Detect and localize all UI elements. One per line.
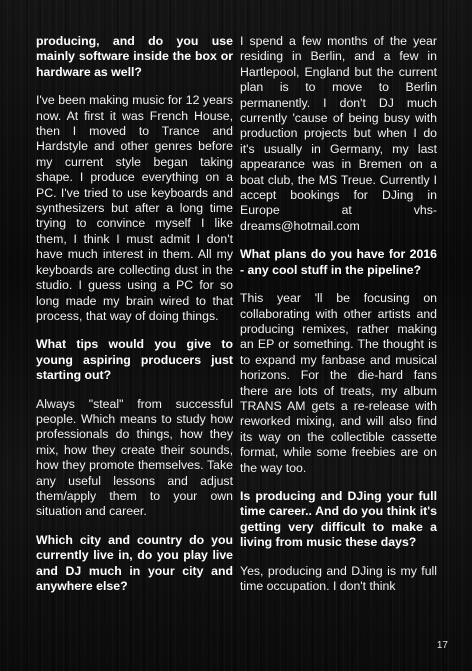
question-career: Is producing and DJing your full time career.. And do you think it's getting very difficult to make a living from music these days? <box>240 488 437 550</box>
right-column <box>240 34 437 607</box>
answer-career: Yes, producing and DJing is my full time occupation. I don't think <box>240 563 437 593</box>
left-column <box>36 34 233 607</box>
question-tips: What tips would you give to young aspiring producers just starting out? <box>36 337 233 383</box>
question-plans-2016: What plans do you have for 2016 - any cool stuff in the pipeline? <box>240 247 437 277</box>
answer-production-setup: I've been making music for 12 years now. At first it was French House, then I moved to Trance and Hardstyle and other genres before my current style began taking shape. I produce everything on a PC. I've tried to use keyboards and synthesizers but after a long time trying to convince myself I like them, I think I must admit I don't have much interest in them. All my keyboards are collecting dust in the studio. I guess using a PC for so long made my brain wired to that process, that way of doing things. <box>36 93 233 323</box>
answer-location: I spend a few months of the year residing in Berlin, and a few in Hartlepool, England but the current plan is to move to Berlin permanently. I don't DJ much currently 'cause of being busy with production projects but when I do it's usually in Germany, my last appearance was in Bremen on a boat club, the MS Treue. Currently I accept bookings for DJing in Europe at vhs-dreams@hotmail.com <box>240 34 437 233</box>
page-number: 17 <box>436 640 448 651</box>
question-location: Which city and country do you currently live in, do you play live and DJ much in your city and anywhere else? <box>36 532 233 593</box>
answer-plans-2016: This year 'll be focusing on collaborating with other artists and producing remixes, rather making an EP or something. The thought is to expand my fanbase and musical horizons. For the die-hard fans there are lots of treats, my album TRANS AM gets a re-release with reworked mixing, and will also find its way on the collectible cassette format, while some freebies are on the way too. <box>240 291 437 475</box>
answer-tips: Always "steal" from successful people. Which means to study how professionals do things, how they mix, how they create their sounds, how they promote themselves. Take any useful lessons and adjust them/apply them to your own situation and career. <box>36 396 233 519</box>
question-production-setup: producing, and do you use mainly software inside the box or hardware as well? <box>36 34 233 79</box>
